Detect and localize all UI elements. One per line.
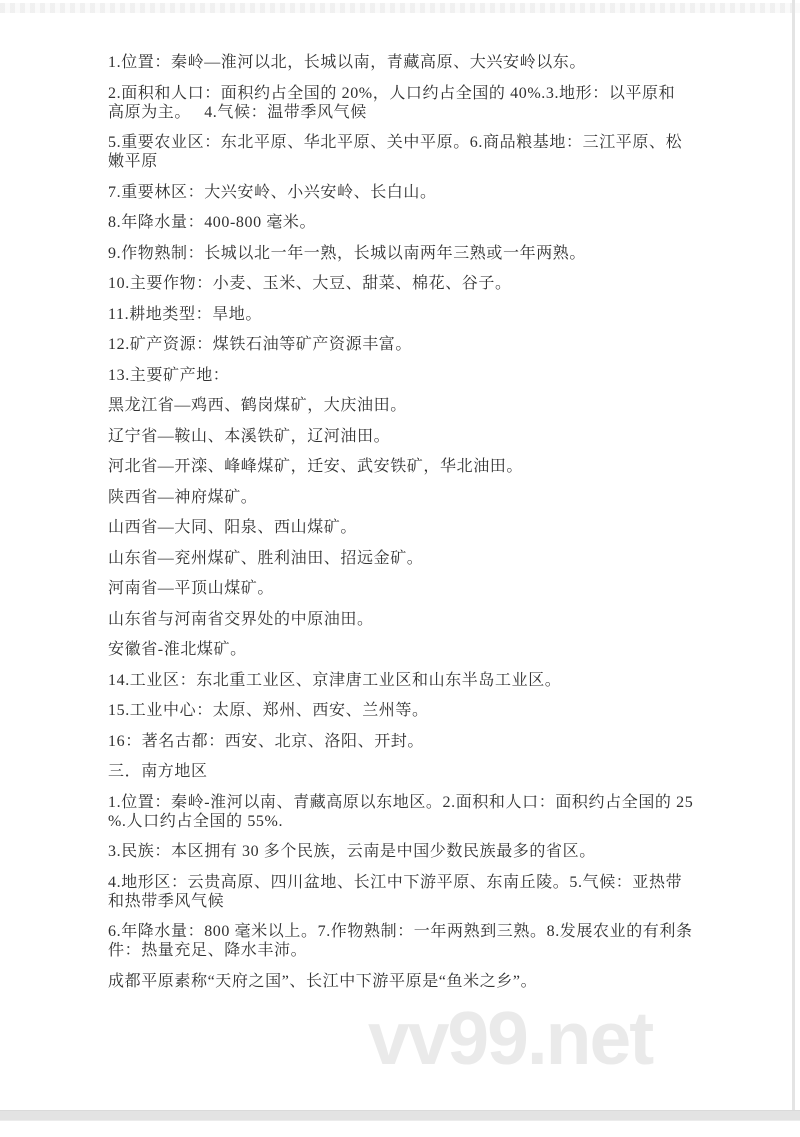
paragraph xyxy=(108,549,708,568)
text-line: 安徽省-淮北煤矿。 xyxy=(108,641,247,658)
text-line: 4.地形区：云贵高原、四川盆地、长江中下游平原、东南丘陵。5.气候：亚热带 xyxy=(108,873,683,891)
text-line: 7.重要林区：大兴安岭、小兴安岭、长白山。 xyxy=(108,183,437,201)
watermark: vv99.net xyxy=(368,996,653,1080)
paragraph xyxy=(108,213,708,232)
paragraph xyxy=(108,922,708,960)
text-line: 16：著名古都：西安、北京、洛阳、开封。 xyxy=(108,732,425,750)
text-line: 三．南方地区 xyxy=(108,763,208,780)
text-line: 9.作物熟制：长城以北一年一熟，长城以南两年三熟或一年两熟。 xyxy=(108,244,587,262)
paragraph xyxy=(108,579,708,598)
paragraph xyxy=(108,305,708,324)
page-separator xyxy=(0,1110,800,1121)
text-line: 14.工业区：东北重工业区、京津唐工业区和山东半岛工业区。 xyxy=(108,671,562,689)
paragraph xyxy=(108,518,708,537)
text-line: 10.主要作物：小麦、玉米、大豆、甜菜、棉花、谷子。 xyxy=(108,275,512,292)
paragraph xyxy=(108,396,708,415)
paragraph xyxy=(108,701,708,720)
next-page-top xyxy=(0,1121,800,1137)
text-line: 嫩平原 xyxy=(108,153,158,170)
text-line: 山东省—兖州煤矿、胜利油田、招远金矿。 xyxy=(108,549,424,567)
paragraph xyxy=(108,366,708,385)
text-line: 陕西省—神府煤矿。 xyxy=(108,488,258,506)
text-line: 高原为主。 4.气候：温带季风气候 xyxy=(108,103,367,121)
paragraph xyxy=(108,762,708,781)
paragraph xyxy=(108,133,708,171)
text-line: 13.主要矿产地： xyxy=(108,366,230,384)
top-edge-strip xyxy=(0,3,800,13)
text-line: 5.重要农业区：东北平原、华北平原、关中平原。6.商品粮基地：三江平原、松 xyxy=(108,134,683,151)
paragraph xyxy=(108,427,708,446)
text-line: 河北省—开滦、峰峰煤矿，迁安、武安铁矿，华北油田。 xyxy=(108,458,524,475)
text-line: %.人口约占全国的 55%. xyxy=(108,812,284,830)
paragraph xyxy=(108,183,708,202)
paragraph xyxy=(108,842,708,861)
paragraph xyxy=(108,732,708,751)
document-page[interactable] xyxy=(108,53,708,1002)
text-line: 8.年降水量：400-800 毫米。 xyxy=(108,214,317,231)
text-line: 件：热量充足、降水丰沛。 xyxy=(108,942,308,959)
paragraph xyxy=(108,53,708,72)
paragraph xyxy=(108,84,708,122)
text-line: 12.矿产资源：煤铁石油等矿产资源丰富。 xyxy=(108,336,413,353)
text-line: 山西省—大同、阳泉、西山煤矿。 xyxy=(108,519,358,536)
text-line: 6.年降水量：800 毫米以上。7.作物熟制：一年两熟到三熟。8.发展农业的有利条 xyxy=(108,923,693,940)
paragraph xyxy=(108,335,708,354)
paragraph xyxy=(108,244,708,263)
paragraph xyxy=(108,793,708,831)
paragraph xyxy=(108,873,708,911)
text-line: 2.面积和人口：面积约占全国的 20%，人口约占全国的 40%.3.地形：以平原和 xyxy=(108,84,676,102)
text-line: 11.耕地类型：旱地。 xyxy=(108,305,263,323)
paragraph xyxy=(108,671,708,690)
paragraph xyxy=(108,488,708,507)
text-line: 成都平原素称“天府之国”、长江中下游平原是“鱼米之乡”。 xyxy=(108,972,538,990)
text-line: 黑龙江省—鸡西、鹤岗煤矿，大庆油田。 xyxy=(108,397,407,414)
text-line: 山东省与河南省交界处的中原油田。 xyxy=(108,610,374,628)
paragraph xyxy=(108,274,708,293)
paragraph xyxy=(108,972,708,991)
paragraph xyxy=(108,610,708,629)
text-line: 和热带季风气候 xyxy=(108,892,225,910)
text-line: 1.位置：秦岭-淮河以南、青藏高原以东地区。2.面积和人口：面积约占全国的 25 xyxy=(108,793,694,811)
paragraph xyxy=(108,457,708,476)
text-line: 河南省—平顶山煤矿。 xyxy=(108,580,275,597)
text-line: 1.位置：秦岭—淮河以北，长城以南，青藏高原、大兴安岭以东。 xyxy=(108,54,587,71)
paragraph xyxy=(108,640,708,659)
page-right-edge xyxy=(792,0,795,1120)
text-line: 辽宁省—鞍山、本溪铁矿，辽河油田。 xyxy=(108,427,391,445)
text-line: 15.工业中心：太原、郑州、西安、兰州等。 xyxy=(108,702,429,719)
text-line: 3.民族：本区拥有 30 多个民族，云南是中国少数民族最多的省区。 xyxy=(108,843,596,860)
